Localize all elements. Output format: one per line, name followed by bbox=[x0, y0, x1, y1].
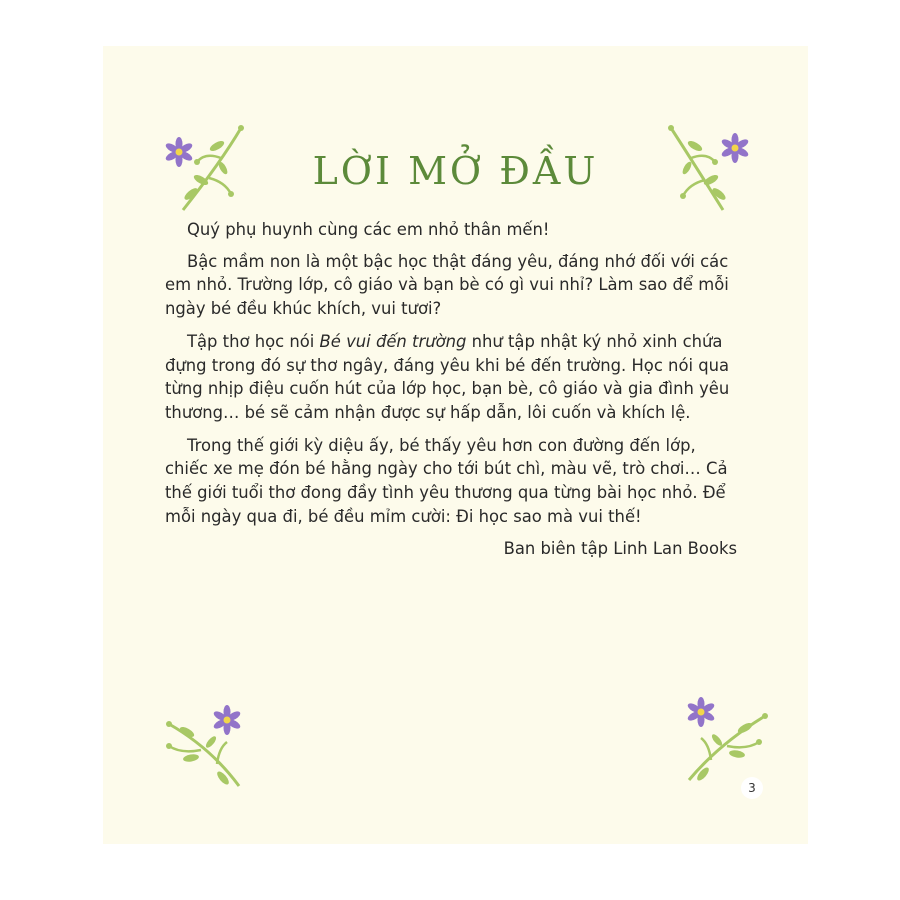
flower-sprig-icon bbox=[161, 698, 251, 790]
paragraph-2-end: như tập nhật ký nhỏ xinh chứa đựng trong đó sự thơ ngây, đáng yêu khi bé đến trường. Học nói qua từng nhịp điệu cuốn hút của lớp học, bạn bè, cô giáo và gia đình yêu thương… bé sẽ cảm nhận được sự hấp dẫn, lôi cuốn và khích lệ. bbox=[165, 331, 730, 422]
flower-sprig-icon bbox=[679, 694, 771, 786]
paragraph-2 bbox=[165, 330, 737, 425]
paragraph-2-start: Tập thơ học nói bbox=[187, 331, 320, 351]
book-title-italic: Bé vui đến trường bbox=[319, 331, 467, 351]
book-page bbox=[103, 46, 808, 844]
preface-body bbox=[165, 218, 737, 570]
page-title: LỜI MỞ ĐẦU bbox=[312, 149, 599, 194]
signature: Ban biên tập Linh Lan Books bbox=[503, 539, 737, 559]
paragraph-3: Trong thế giới kỳ diệu ấy, bé thấy yêu hơn con đường đến lớp, chiếc xe mẹ đón bé hằng ngày cho tới bút chì, màu vẽ, trò chơi… Cả thế giới tuổi thơ đong đầy tình yêu thương qua từng bài học nhỏ. Để mỗi ngày qua đi, bé đều mỉm cười: Đi học sao mà vui thế! bbox=[165, 435, 728, 526]
greeting-text: Quý phụ huynh cùng các em nhỏ thân mến! bbox=[187, 220, 550, 239]
page-number: 3 bbox=[741, 777, 763, 799]
paragraph-1: Bậc mầm non là một bậc học thật đáng yêu, đáng nhớ đối với các em nhỏ. Trường lớp, cô giáo và bạn bè có gì vui nhỉ? Làm sao để mỗi ngày bé đều khúc khích, vui tươi? bbox=[165, 251, 729, 319]
